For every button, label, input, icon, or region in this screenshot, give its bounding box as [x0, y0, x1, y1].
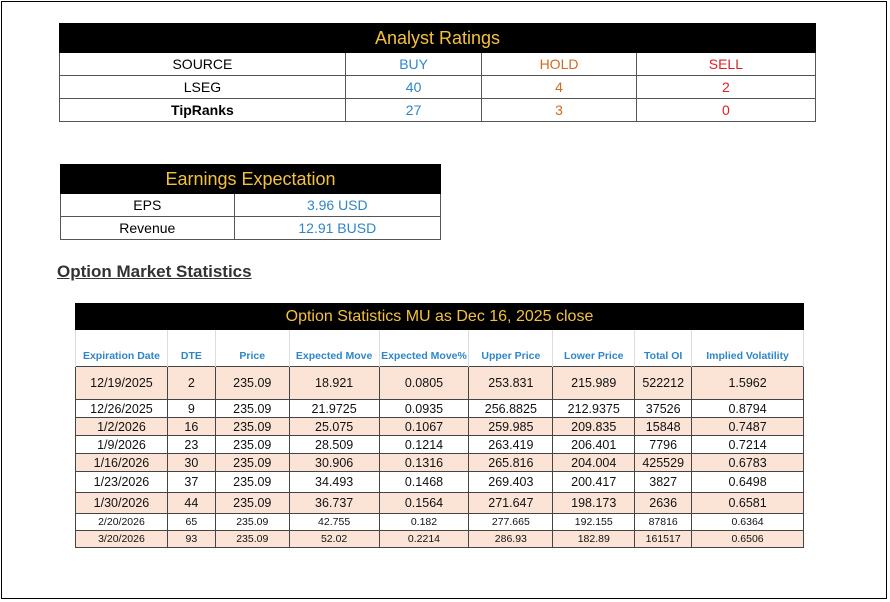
analyst-ratings-table [59, 23, 816, 122]
source-cell: TipRanks [60, 99, 346, 122]
table-cell: 0.0935 [379, 400, 469, 418]
table-cell: 271.647 [469, 493, 553, 514]
table-cell: 65 [167, 514, 215, 531]
table-cell: 2/20/2026 [76, 514, 168, 531]
table-cell: 0.6783 [692, 454, 804, 472]
table-cell: 235.09 [215, 400, 289, 418]
rating-row [60, 99, 816, 122]
table-cell: 0.1468 [379, 472, 469, 493]
table-cell: 235.09 [215, 436, 289, 454]
table-cell: 28.509 [289, 436, 379, 454]
table-cell: 16 [167, 418, 215, 436]
table-row [76, 454, 804, 472]
table-cell: 0.6364 [692, 514, 804, 531]
table-cell: 30 [167, 454, 215, 472]
earnings-label: EPS [61, 194, 235, 217]
table-row [76, 514, 804, 531]
rating-row [60, 76, 816, 99]
header-row [76, 330, 804, 367]
table-cell: 235.09 [215, 418, 289, 436]
table-cell: 3/20/2026 [76, 531, 168, 548]
table-cell: 206.401 [553, 436, 635, 454]
table-cell: 25.075 [289, 418, 379, 436]
col-expected-move-pct: Expected Move% [379, 330, 469, 367]
table-cell: 522212 [635, 367, 692, 400]
table-cell: 12/19/2025 [76, 367, 168, 400]
table-cell: 0.6498 [692, 472, 804, 493]
table-cell: 87816 [635, 514, 692, 531]
table-cell: 0.1564 [379, 493, 469, 514]
sell-cell: 0 [636, 99, 815, 122]
table-cell: 235.09 [215, 472, 289, 493]
table-cell: 37526 [635, 400, 692, 418]
table-cell: 0.1067 [379, 418, 469, 436]
table-row [76, 400, 804, 418]
table-cell: 425529 [635, 454, 692, 472]
table-cell: 1/23/2026 [76, 472, 168, 493]
table-cell: 7796 [635, 436, 692, 454]
analyst-ratings-title: Analyst Ratings [60, 24, 816, 53]
table-row [76, 493, 804, 514]
option-statistics-table [75, 303, 804, 548]
table-cell: 1.5962 [692, 367, 804, 400]
table-cell: 286.93 [469, 531, 553, 548]
buy-cell: 27 [345, 99, 481, 122]
buy-cell: 40 [345, 76, 481, 99]
table-cell: 0.7487 [692, 418, 804, 436]
table-cell: 2 [167, 367, 215, 400]
table-cell: 263.419 [469, 436, 553, 454]
table-cell: 1/16/2026 [76, 454, 168, 472]
col-buy: BUY [345, 53, 481, 76]
table-row [76, 436, 804, 454]
option-statistics-title: Option Statistics MU as Dec 16, 2025 close [76, 304, 804, 330]
table-cell: 259.985 [469, 418, 553, 436]
earnings-label: Revenue [61, 217, 235, 240]
table-cell: 12/26/2025 [76, 400, 168, 418]
table-cell: 34.493 [289, 472, 379, 493]
table-cell: 182.89 [553, 531, 635, 548]
table-cell: 30.906 [289, 454, 379, 472]
table-cell: 209.835 [553, 418, 635, 436]
table-cell: 0.2214 [379, 531, 469, 548]
table-cell: 204.004 [553, 454, 635, 472]
table-cell: 256.8825 [469, 400, 553, 418]
section-title: Option Market Statistics [57, 262, 252, 281]
col-expiration-date: Expiration Date [76, 330, 168, 367]
hold-cell: 4 [482, 76, 636, 99]
table-cell: 18.921 [289, 367, 379, 400]
table-cell: 277.665 [469, 514, 553, 531]
table-cell: 1/9/2026 [76, 436, 168, 454]
table-cell: 1/30/2026 [76, 493, 168, 514]
table-cell: 1/2/2026 [76, 418, 168, 436]
table-cell: 0.1214 [379, 436, 469, 454]
table-cell: 0.8794 [692, 400, 804, 418]
col-sell: SELL [636, 53, 815, 76]
table-cell: 198.173 [553, 493, 635, 514]
table-cell: 253.831 [469, 367, 553, 400]
table-cell: 3827 [635, 472, 692, 493]
col-lower-price: Lower Price [553, 330, 635, 367]
table-cell: 235.09 [215, 367, 289, 400]
table-cell: 265.816 [469, 454, 553, 472]
table-cell: 37 [167, 472, 215, 493]
table-cell: 2636 [635, 493, 692, 514]
table-cell: 9 [167, 400, 215, 418]
table-cell: 269.403 [469, 472, 553, 493]
table-cell: 44 [167, 493, 215, 514]
table-cell: 0.1316 [379, 454, 469, 472]
table-cell: 36.737 [289, 493, 379, 514]
table-cell: 42.755 [289, 514, 379, 531]
earnings-row [61, 217, 441, 240]
table-cell: 15848 [635, 418, 692, 436]
col-expected-move: Expected Move [289, 330, 379, 367]
col-implied-volatility: Implied Volatility [692, 330, 804, 367]
earnings-value: 3.96 USD [234, 194, 440, 217]
table-row [76, 531, 804, 548]
earnings-row [61, 194, 441, 217]
table-cell: 235.09 [215, 493, 289, 514]
sell-cell: 2 [636, 76, 815, 99]
earnings-title: Earnings Expectation [61, 165, 441, 194]
col-total-oi: Total OI [635, 330, 692, 367]
table-cell: 93 [167, 531, 215, 548]
table-cell: 52.02 [289, 531, 379, 548]
col-source: SOURCE [60, 53, 346, 76]
table-cell: 23 [167, 436, 215, 454]
table-cell: 235.09 [215, 531, 289, 548]
table-cell: 200.417 [553, 472, 635, 493]
table-cell: 0.182 [379, 514, 469, 531]
col-dte: DTE [167, 330, 215, 367]
source-cell: LSEG [60, 76, 346, 99]
table-cell: 21.9725 [289, 400, 379, 418]
earnings-expectation-table [60, 164, 441, 240]
table-cell: 0.7214 [692, 436, 804, 454]
table-row [76, 472, 804, 493]
col-upper-price: Upper Price [469, 330, 553, 367]
table-cell: 0.6581 [692, 493, 804, 514]
hold-cell: 3 [482, 99, 636, 122]
table-cell: 0.0805 [379, 367, 469, 400]
col-hold: HOLD [482, 53, 636, 76]
table-cell: 161517 [635, 531, 692, 548]
table-cell: 215.989 [553, 367, 635, 400]
table-cell: 235.09 [215, 454, 289, 472]
table-cell: 235.09 [215, 514, 289, 531]
earnings-value: 12.91 BUSD [234, 217, 440, 240]
table-cell: 212.9375 [553, 400, 635, 418]
table-cell: 192.155 [553, 514, 635, 531]
table-cell: 0.6506 [692, 531, 804, 548]
col-price: Price [215, 330, 289, 367]
table-row [76, 367, 804, 400]
table-row [76, 418, 804, 436]
